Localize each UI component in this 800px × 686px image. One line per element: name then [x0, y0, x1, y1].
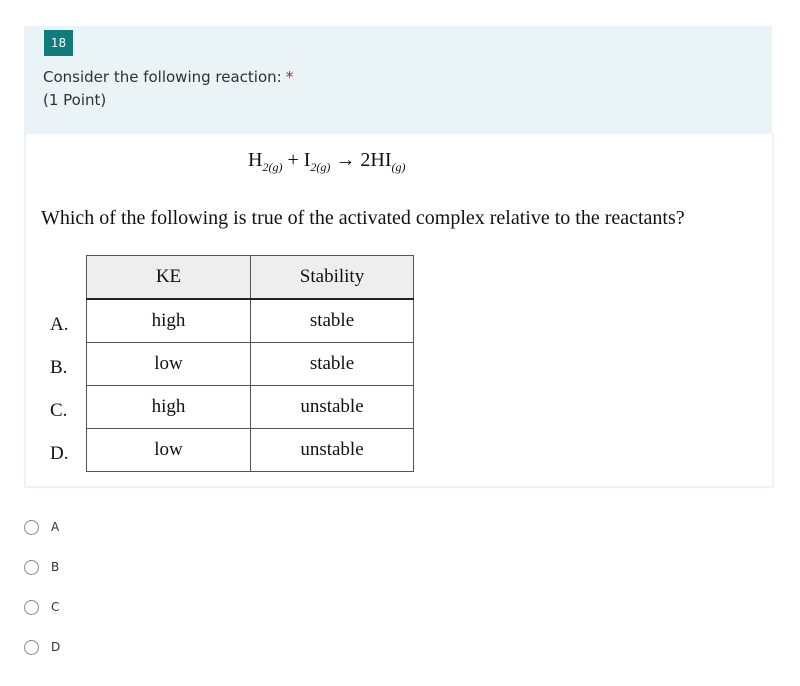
- table-row: [87, 429, 414, 472]
- eq-arrow: →: [335, 149, 356, 171]
- eq-i2: I: [303, 149, 311, 171]
- radio-b[interactable]: [24, 560, 39, 575]
- eq-h2-sub: 2(g): [262, 160, 283, 174]
- answer-table: [86, 255, 414, 472]
- cell-stability: unstable: [251, 386, 414, 429]
- cell-stability: stable: [251, 299, 414, 343]
- choice-label-a[interactable]: A: [51, 520, 60, 534]
- eq-product-sub: (g): [391, 160, 406, 174]
- choice-list: [24, 507, 60, 667]
- table-row: [87, 386, 414, 429]
- cell-ke: low: [87, 343, 251, 386]
- question-prompt: Which of the following is true of the activated complex relative to the reactants?: [41, 207, 685, 229]
- choice-c[interactable]: [24, 587, 60, 627]
- eq-product: 2HI: [360, 149, 392, 171]
- choice-label-d[interactable]: D: [51, 640, 61, 654]
- eq-i2-sub: 2(g): [310, 160, 331, 174]
- option-letter-d: D.: [50, 443, 69, 464]
- cell-stability: stable: [251, 343, 414, 386]
- cell-ke: low: [87, 429, 251, 472]
- table-row: [87, 343, 414, 386]
- table-row: [87, 299, 414, 343]
- header-ke: KE: [87, 256, 251, 300]
- radio-a[interactable]: [24, 520, 39, 535]
- radio-c[interactable]: [24, 600, 39, 615]
- choice-d[interactable]: [24, 627, 60, 667]
- question-title-text: Consider the following reaction:: [43, 68, 282, 86]
- question-title: [43, 68, 293, 86]
- option-letter-a: A.: [50, 314, 69, 335]
- cell-ke: high: [87, 386, 251, 429]
- cell-stability: unstable: [251, 429, 414, 472]
- required-marker: *: [285, 68, 294, 86]
- header-stability: Stability: [251, 256, 414, 300]
- eq-plus: +: [287, 149, 299, 171]
- choice-label-c[interactable]: C: [51, 600, 60, 614]
- cell-ke: high: [87, 299, 251, 343]
- choice-a[interactable]: [24, 507, 60, 547]
- option-letter-b: B.: [50, 357, 68, 378]
- eq-h2: H: [248, 149, 263, 171]
- radio-d[interactable]: [24, 640, 39, 655]
- choice-b[interactable]: [24, 547, 60, 587]
- table-header-row: [87, 256, 414, 300]
- question-image: [24, 134, 774, 488]
- choice-label-b[interactable]: B: [51, 560, 60, 574]
- reaction-equation: [248, 149, 406, 175]
- question-header: [24, 26, 772, 134]
- option-letter-c: C.: [50, 400, 68, 421]
- question-points: (1 Point): [43, 91, 107, 109]
- question-number-badge: 18: [44, 30, 73, 56]
